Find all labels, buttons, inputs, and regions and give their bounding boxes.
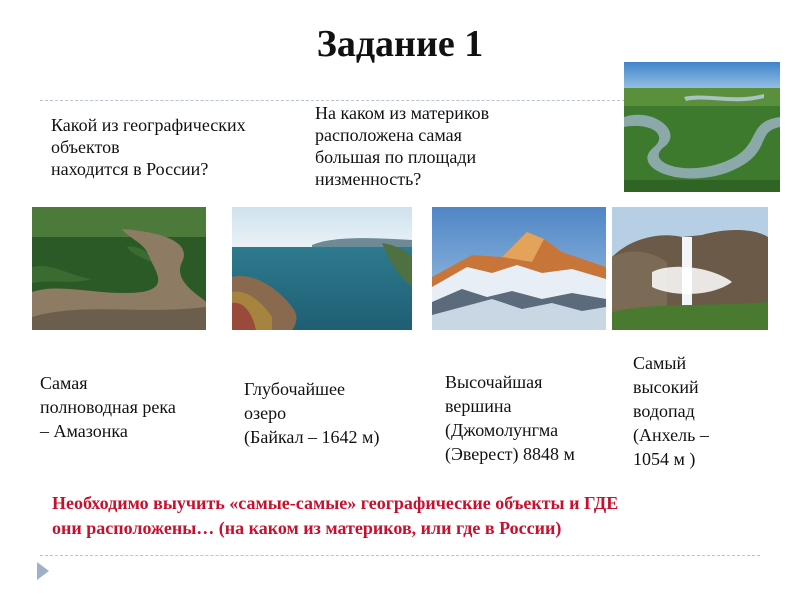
caption-amazon: Самая полноводная река – Амазонка [40,373,176,441]
angel-falls-photo [612,207,768,330]
next-arrow-icon[interactable] [37,562,49,580]
lowland-river-photo [624,62,780,192]
amazon-image [32,207,206,330]
angel-falls-image [612,207,768,330]
lowland-river-image [624,62,780,192]
bottom-divider [40,555,760,556]
top-divider [40,100,625,101]
caption-everest: Высочайшая вершина (Джомолунгма (Эверест) 8848 м [445,372,575,464]
question-russia: Какой из географических объектов находится в России? [51,115,246,179]
baikal-photo [232,207,412,330]
study-note: Необходимо выучить «самые-самые» географические объекты и ГДЕ они расположены… (на каком из материков, или где в России) [52,493,619,538]
question-lowland: На каком из материков расположена самая большая по площади низменность? [315,103,490,189]
amazon-photo [32,207,206,330]
baikal-image [232,207,412,330]
caption-baikal: Глубочайшее озеро (Байкал – 1642 м) [244,379,380,447]
everest-photo [432,207,606,330]
slide-title: Задание 1 [316,23,484,65]
caption-angel-falls: Самый высокий водопад (Анхель – 1054 м ) [633,353,709,469]
everest-image [432,207,606,330]
